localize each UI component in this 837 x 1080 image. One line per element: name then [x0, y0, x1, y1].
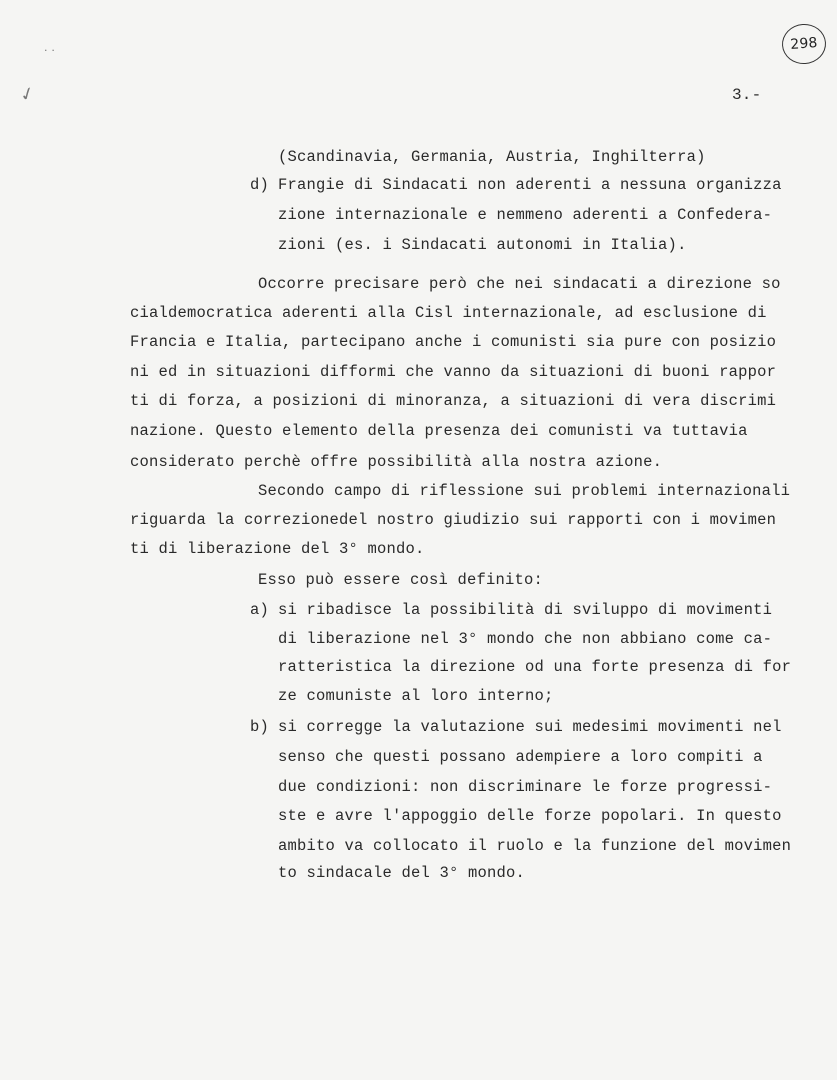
list-item-b-line: senso che questi possano adempiere a loro compiti a — [278, 748, 763, 766]
list-item-d-line: zioni (es. i Sindacati autonomi in Italia). — [278, 236, 687, 254]
margin-pencil-mark: ✓ — [16, 82, 39, 107]
list-item-b-line: due condizioni: non discriminare le forze progressi- — [278, 778, 773, 796]
archive-stamp: 298 — [781, 23, 828, 66]
list-item-b-line: to sindacale del 3° mondo. — [278, 864, 526, 882]
list-item-d-line: Frangie di Sindacati non aderenti a nessuna organizza — [278, 176, 782, 194]
paragraph-line: cialdemocratica aderenti alla Cisl internazionale, ad esclusione di — [130, 304, 767, 322]
paragraph-line: ti di forza, a posizioni di minoranza, a situazioni di vera discrimi — [130, 392, 777, 410]
list-label-d: d) — [250, 176, 270, 194]
list-item-b-line: ste e avre l'appoggio delle forze popolari. In questo — [278, 807, 782, 825]
list-item-b-line: ambito va collocato il ruolo e la funzione del movimen — [278, 837, 792, 855]
margin-dots-mark: · · — [44, 44, 56, 57]
list-label-a: a) — [250, 601, 270, 619]
paragraph-line: considerato perchè offre possibilità alla nostra azione. — [130, 453, 663, 471]
list-item-a-line: ze comuniste al loro interno; — [278, 687, 554, 705]
list-item-a-line: di liberazione nel 3° mondo che non abbiano come ca- — [278, 630, 773, 648]
list-item-a-line: si ribadisce la possibilità di sviluppo di movimenti — [278, 601, 773, 619]
paragraph-line: ni ed in situazioni difformi che vanno da situazioni di buoni rappor — [130, 363, 777, 381]
continuation-line: (Scandinavia, Germania, Austria, Inghilterra) — [278, 148, 706, 166]
paragraph-line: riguarda la correzionedel nostro giudizio sui rapporti con i movimen — [130, 511, 777, 529]
list-item-b-line: si corregge la valutazione sui medesimi movimenti nel — [278, 718, 782, 736]
paragraph-line: Secondo campo di riflessione sui problemi internazionali — [258, 482, 791, 500]
page-number: 3.- — [732, 86, 762, 104]
paragraph-line: Occorre precisare però che nei sindacati a direzione so — [258, 275, 781, 293]
paragraph-line: Francia e Italia, partecipano anche i comunisti sia pure con posizio — [130, 333, 777, 351]
paragraph-line: nazione. Questo elemento della presenza dei comunisti va tuttavia — [130, 422, 748, 440]
paragraph-line: ti di liberazione del 3° mondo. — [130, 540, 425, 558]
list-label-b: b) — [250, 718, 270, 736]
paragraph-line: Esso può essere così definito: — [258, 571, 544, 589]
list-item-a-line: ratteristica la direzione od una forte presenza di for — [278, 658, 792, 676]
list-item-d-line: zione internazionale e nemmeno aderenti a Confedera- — [278, 206, 773, 224]
